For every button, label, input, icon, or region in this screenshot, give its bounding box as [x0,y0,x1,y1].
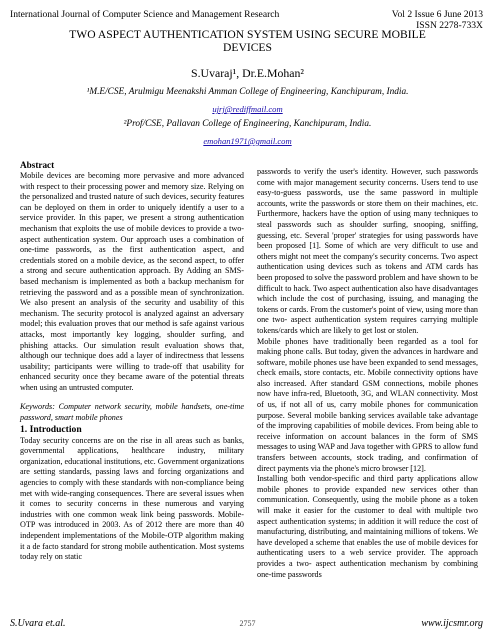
abstract-heading: Abstract [20,160,55,170]
email-link-1[interactable]: ujrj@rediffmail.com [212,104,283,114]
paragraph: Mobile phones have traditionally been regarded as a tool for making phone calls. But today, given the advances in hardware and software, mobile phones use have been expanded to send messages, check emails, store contacts, etc. Mobile connectivity options have also increased. After standard GSM connections, mobile phones now have infra-red, Bluetooth, 3G, and WLAN connectivity. Most of us, if not all of us, carry mobile phones for communication purpose. Several mobile banking services available take advantage of the improving capabilities of mobile devices. From being able to receive information on account balances in the form of SMS messages to using WAP and Java together with GPRS to allow fund transfers between accounts, stock trading, and confirmation of direct payments via the phone's micro browser [12]. [257,336,478,473]
issn: ISSN 2278-733X [416,20,483,31]
paragraph: Installing both vendor-specific and third party applications allow mobile phones to provide expanded new services other than communication. Consequently, using the mobile phone as a token will make it easier for the customer to deal with multiple two aspect authentication systems; in addition it will reduce the cost of manufacturing, distributing, and maintaining millions of tokens. We have developed a scheme that enables the use of mobile devices for authenticating users to a web service provider. The approach provides a two- aspect authentication mechanism by combining one-time passwords [257,474,478,579]
paper-title: TWO ASPECT AUTHENTICATION SYSTEM USING SECURE MOBILE DEVICES [69,28,426,54]
journal-name: International Journal of Computer Science and Management Research [10,9,280,20]
footer-website[interactable]: www.ijcsmr.org [421,618,483,629]
affiliation-1: ¹M.E/CSE, Arulmigu Meenakshi Amman College of Engineering, Kanchipuram, India. [86,87,409,97]
authors: S.Uvaraj¹, Dr.E.Mohan² [191,66,304,80]
paragraph: passwords to verify the user's identity. However, such passwords come with major management security concerns. Users tend to use easy-to-guess passwords, use the same password in multiple accounts, write the passwords or store them on their machines, etc. Furthermore, hackers have the option of using many techniques to steal passwords such as shoulder surfing, snooping, sniffing, guessing, etc. Several 'proper' strategies for using passwords have been proposed [1]. Some of which are very difficult to use and others might not meet the company's security concerns. Two aspect authentication using devices such as tokens and ATM cards has been proposed to solve the password problem and have shown to be difficult to hack. Two aspect authentication also have disadvantages which include the cost of purchasing, issuing, and managing the tokens or cards. From the customer's point of view, using more than one two- aspect authentication system requires carrying multiple tokens/cards which are likely to get lost or stolen. [257,167,478,335]
left-column [20,160,244,563]
introduction-heading: 1. Introduction [20,423,82,435]
abstract-text: Mobile devices are becoming more pervasive and more advanced with respect to their processing power and memory size. Relying on the personalized and trusted nature of such devices, security features can be deployed on them in order to uniquely identify a user to a service provider. In this paper, we present a strong authentication mechanism that exploits the use of mobile devices to provide a two-aspect authentication system. Our approach uses a combination of one-time passwords, as the first authentication aspect, and credentials stored on a mobile device, as the second aspect, to offer a strong and secure authentication approach. By Adding an SMS-based mechanism is implemented as both a backup mechanism for retrieving the password and as a possible mean of synchronization. We also present an analysis of the security and usability of this mechanism. The security protocol is analyzed against an adversary model; this evaluation proves that our method is safe against various attacks, most importantly key logging, shoulder surfing, and phishing attacks. Our simulation result evaluation shows that, although our technique does add a layer of indirectness that lessens usability; participants were willing to trade-off that usability for enhanced security once they became aware of the potential threats when using an untrusted computer. [20,171,244,392]
keywords: Keywords: Computer network security, mobile handsets, one-time password, smart mobile phones [20,402,244,423]
volume-info: Vol 2 Issue 6 June 2013 [391,9,483,20]
right-column [257,167,478,580]
affiliation-2: ²Prof/CSE, Pallavan College of Engineering, Kanchipuram, India. [123,119,372,129]
footer-author: S.Uvara et.al. [10,618,66,629]
introduction-text: Today security concerns are on the rise in all areas such as banks, governmental applications, healthcare industry, military organization, educational institutions, etc. Government organizations are setting standards, passing laws and forcing organizations and agencies to comply with these standards with non-compliance being met with wide-ranging consequences. There are several issues when it comes to security concerns in these numerous and varying industries with one common weak link being passwords. Mobile-OTP was introduced in 2003. As of 2012 there are more than 40 independent implementations of the Mobile-OTP algorithm making it a de facto standard for strong mobile authentication. Most systems today rely on static [20,435,244,562]
page-number: 2757 [239,619,256,628]
email-link-2[interactable]: emohan1971@gmail.com [203,136,292,146]
